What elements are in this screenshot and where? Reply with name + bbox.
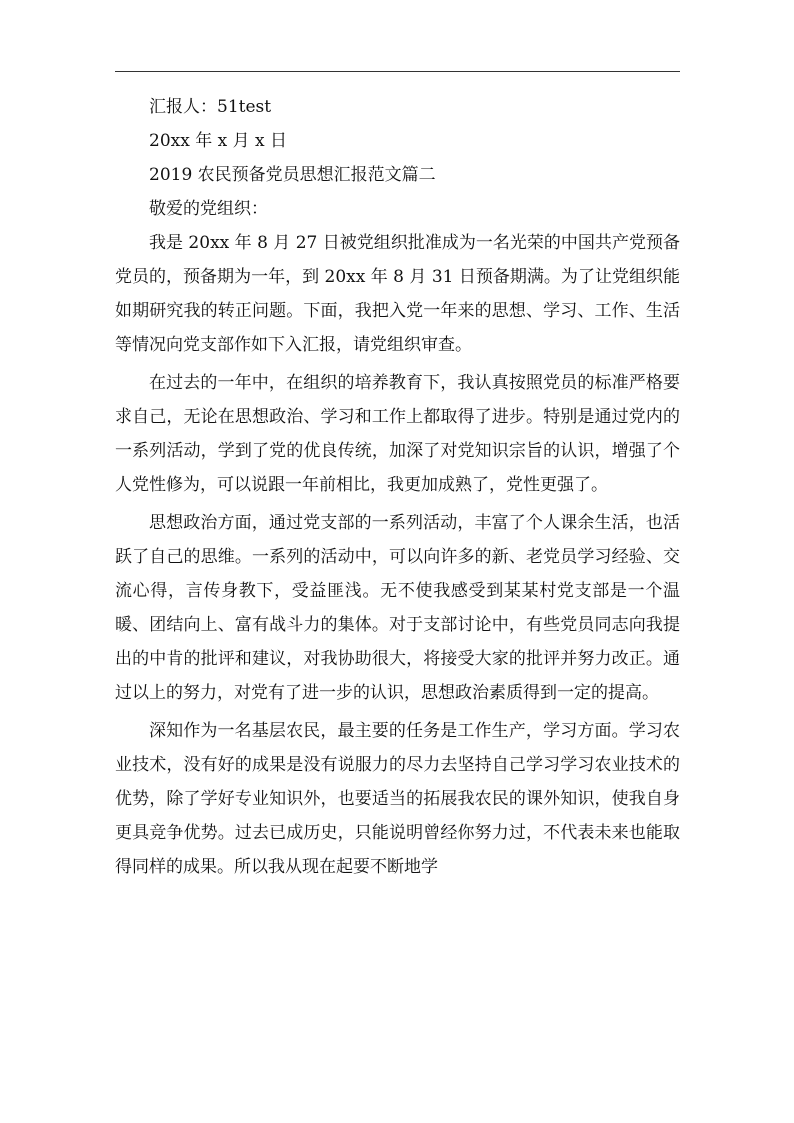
paragraph-3: 思想政治方面，通过党支部的一系列活动，丰富了个人课余生活，也活跃了自己的思维。一系列的活动中，可以向许多的新、老党员学习经验、交流心得，言传身教下，受益匪浅。无不使我感受到某某村党支部是一个温暖、团结向上、富有战斗力的集体。对于支部讨论中，有些党员同志向我提出的中肯的批评和建议，对我协助很大，将接受大家的批评并努力改正。通过以上的努力，对党有了进一步的认识，思想政治素质得到一定的提高。 — [115, 513, 680, 703]
paragraph-1: 我是 20xx 年 8 月 27 日被党组织批准成为一名光荣的中国共产党预备党员的，预备期为一年，到 20xx 年 8 月 31 日预备期满。为了让党组织能如期研究我的转正问题。下面，我把入党一年来的思想、学习、工作、生活等情况向党支部作如下入汇报，请党组织审查。 — [115, 233, 680, 355]
document-body — [115, 90, 680, 888]
date-line: 20xx 年 x 月 x 日 — [149, 131, 288, 151]
reporter-line: 汇报人：51test — [149, 97, 272, 117]
header-rule — [115, 71, 680, 72]
paragraph-2: 在过去的一年中，在组织的培养教育下，我认真按照党员的标准严格要求自己，无论在思想政治、学习和工作上都取得了进步。特别是通过党内的一系列活动，学到了党的优良传统，加深了对党知识宗旨的认识，增强了个人党性修为，可以说跟一年前相比，我更加成熟了，党性更强了。 — [115, 373, 680, 495]
section-title: 2019 农民预备党员思想汇报范文篇二 — [149, 165, 436, 185]
paragraph-4: 深知作为一名基层农民，最主要的任务是工作生产，学习方面。学习农业技术，没有好的成果是没有说服力的尽力去坚持自己学习学习农业技术的优势，除了学好专业知识外，也要适当的拓展我农民的课外知识，使我自身更具竞争优势。过去已成历史，只能说明曾经你努力过，不代表未来也能取得同样的成果。所以我从现在起要不断地学 — [115, 721, 680, 877]
salutation: 敬爱的党组织： — [149, 199, 268, 219]
